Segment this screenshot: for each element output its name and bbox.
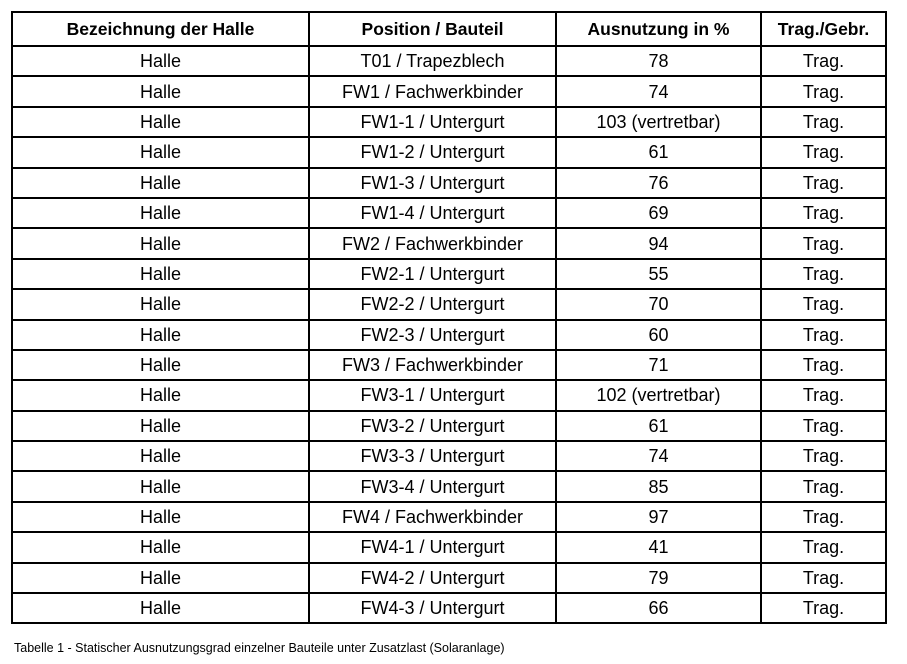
cell-utilization: 66: [556, 593, 761, 623]
table-row: [12, 228, 886, 258]
cell-type: Trag.: [761, 320, 886, 350]
cell-position: FW3-1 / Untergurt: [309, 380, 556, 410]
cell-utilization: 41: [556, 532, 761, 562]
cell-utilization: 74: [556, 76, 761, 106]
cell-utilization: 60: [556, 320, 761, 350]
cell-hall-name: Halle: [12, 502, 309, 532]
cell-hall-name: Halle: [12, 46, 309, 76]
cell-position: FW2-2 / Untergurt: [309, 289, 556, 319]
header-utilization: Ausnutzung in %: [556, 12, 761, 46]
cell-utilization: 55: [556, 259, 761, 289]
cell-utilization: 74: [556, 441, 761, 471]
table-row: [12, 441, 886, 471]
cell-hall-name: Halle: [12, 289, 309, 319]
cell-type: Trag.: [761, 46, 886, 76]
cell-type: Trag.: [761, 350, 886, 380]
cell-hall-name: Halle: [12, 411, 309, 441]
cell-hall-name: Halle: [12, 198, 309, 228]
table-row: [12, 168, 886, 198]
cell-utilization: 61: [556, 137, 761, 167]
cell-position: FW3-3 / Untergurt: [309, 441, 556, 471]
cell-utilization: 102 (vertretbar): [556, 380, 761, 410]
cell-type: Trag.: [761, 380, 886, 410]
cell-hall-name: Halle: [12, 441, 309, 471]
cell-position: FW1-1 / Untergurt: [309, 107, 556, 137]
cell-type: Trag.: [761, 289, 886, 319]
table-row: [12, 502, 886, 532]
table-row: [12, 563, 886, 593]
cell-hall-name: Halle: [12, 228, 309, 258]
table-row: [12, 289, 886, 319]
cell-position: FW1-2 / Untergurt: [309, 137, 556, 167]
cell-hall-name: Halle: [12, 593, 309, 623]
table-row: [12, 320, 886, 350]
cell-type: Trag.: [761, 471, 886, 501]
cell-utilization: 85: [556, 471, 761, 501]
cell-utilization: 71: [556, 350, 761, 380]
cell-hall-name: Halle: [12, 380, 309, 410]
cell-type: Trag.: [761, 502, 886, 532]
cell-utilization: 97: [556, 502, 761, 532]
cell-hall-name: Halle: [12, 320, 309, 350]
table-row: [12, 46, 886, 76]
table-row: [12, 471, 886, 501]
cell-type: Trag.: [761, 593, 886, 623]
table-caption: Tabelle 1 - Statischer Ausnutzungsgrad einzelner Bauteile unter Zusatzlast (Solaranlage): [14, 641, 505, 655]
table-row: [12, 259, 886, 289]
cell-hall-name: Halle: [12, 107, 309, 137]
cell-utilization: 61: [556, 411, 761, 441]
cell-position: FW3-2 / Untergurt: [309, 411, 556, 441]
cell-utilization: 70: [556, 289, 761, 319]
table-row: [12, 380, 886, 410]
cell-position: FW2 / Fachwerkbinder: [309, 228, 556, 258]
cell-utilization: 78: [556, 46, 761, 76]
cell-hall-name: Halle: [12, 137, 309, 167]
cell-position: FW1-3 / Untergurt: [309, 168, 556, 198]
table-row: [12, 107, 886, 137]
table-row: [12, 593, 886, 623]
cell-position: FW4 / Fachwerkbinder: [309, 502, 556, 532]
cell-position: FW1 / Fachwerkbinder: [309, 76, 556, 106]
cell-hall-name: Halle: [12, 76, 309, 106]
header-position: Position / Bauteil: [309, 12, 556, 46]
cell-hall-name: Halle: [12, 532, 309, 562]
header-hall-name: Bezeichnung der Halle: [12, 12, 309, 46]
cell-type: Trag.: [761, 441, 886, 471]
cell-position: FW4-3 / Untergurt: [309, 593, 556, 623]
cell-type: Trag.: [761, 76, 886, 106]
table-row: [12, 411, 886, 441]
utilization-table: [11, 11, 887, 624]
table-row: [12, 350, 886, 380]
cell-position: FW1-4 / Untergurt: [309, 198, 556, 228]
table-header-row: [12, 12, 886, 46]
cell-hall-name: Halle: [12, 471, 309, 501]
table-row: [12, 532, 886, 562]
cell-type: Trag.: [761, 168, 886, 198]
cell-type: Trag.: [761, 228, 886, 258]
cell-hall-name: Halle: [12, 563, 309, 593]
cell-position: FW4-1 / Untergurt: [309, 532, 556, 562]
cell-utilization: 79: [556, 563, 761, 593]
cell-utilization: 94: [556, 228, 761, 258]
table-row: [12, 137, 886, 167]
cell-position: FW4-2 / Untergurt: [309, 563, 556, 593]
cell-type: Trag.: [761, 411, 886, 441]
cell-hall-name: Halle: [12, 350, 309, 380]
cell-position: FW2-3 / Untergurt: [309, 320, 556, 350]
cell-type: Trag.: [761, 563, 886, 593]
cell-type: Trag.: [761, 259, 886, 289]
cell-position: T01 / Trapezblech: [309, 46, 556, 76]
cell-type: Trag.: [761, 198, 886, 228]
cell-type: Trag.: [761, 532, 886, 562]
cell-position: FW3-4 / Untergurt: [309, 471, 556, 501]
table-row: [12, 76, 886, 106]
cell-utilization: 69: [556, 198, 761, 228]
cell-hall-name: Halle: [12, 259, 309, 289]
header-type: Trag./Gebr.: [761, 12, 886, 46]
cell-type: Trag.: [761, 107, 886, 137]
cell-position: FW3 / Fachwerkbinder: [309, 350, 556, 380]
cell-hall-name: Halle: [12, 168, 309, 198]
cell-utilization: 103 (vertretbar): [556, 107, 761, 137]
cell-position: FW2-1 / Untergurt: [309, 259, 556, 289]
cell-type: Trag.: [761, 137, 886, 167]
table-row: [12, 198, 886, 228]
cell-utilization: 76: [556, 168, 761, 198]
